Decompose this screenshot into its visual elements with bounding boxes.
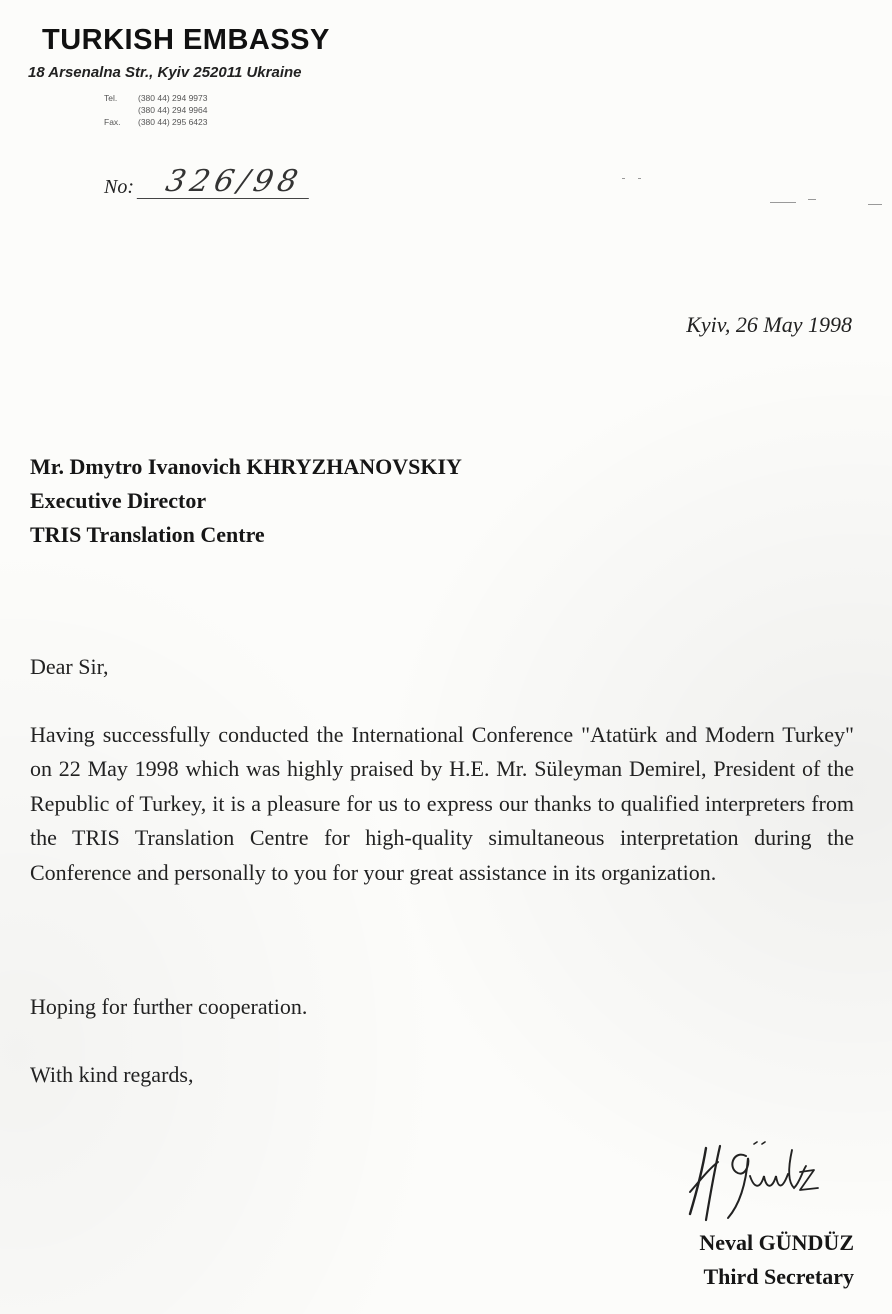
signer-block [699,1226,854,1294]
scan-speck [868,204,882,205]
scan-speck [638,178,641,179]
contact-label [104,104,130,116]
letterhead-contacts [104,92,207,128]
reference-label: No: [104,176,134,198]
closing-line: Hoping for further cooperation. [30,994,308,1019]
contact-value: (380 44) 295 6423 [138,117,208,127]
scan-speck [622,178,625,179]
letterhead-address: 18 Arsenalna Str., Kyiv 252011 Ukraine [28,64,302,81]
contact-value: (380 44) 294 9964 [138,105,208,115]
contact-label: Tel. [104,93,118,103]
letter-date: Kyiv, 26 May 1998 [686,312,852,337]
reference-number [104,164,312,199]
salutation: Dear Sir, [30,654,109,679]
recipient-block [30,450,462,552]
letterhead-name: TURKISH EMBASSY [42,24,330,56]
handwritten-signature [684,1132,824,1226]
contact-label: Fax. [104,117,121,127]
scan-speck [808,199,816,200]
contact-row [104,116,207,128]
closing-regards: With kind regards, [30,1062,194,1087]
signer-title: Third Secretary [703,1264,854,1289]
signer-name: Neval GÜNDÜZ [699,1230,854,1255]
letter-body: Having successfully conducted the International Conference "Atatürk and Modern Turkey" on 22 May 1998 which was highly praised by H.E. Mr. Süleyman Demirel, President of the Republic of Turkey, it is a pleasure for us to express our thanks to qualified interpreters from the TRIS Translation Centre for high-quality simultaneous interpretation during the Conference and personally to you for your great assistance in its organization. [30,722,854,885]
reference-value: 326/98 [137,168,315,199]
recipient-position: Executive Director [30,488,207,513]
contact-value: (380 44) 294 9973 [138,93,208,103]
contact-row [104,92,207,104]
recipient-name: Mr. Dmytro Ivanovich KHRYZHANOVSKIY [30,454,462,479]
contact-row [104,104,207,116]
scan-speck [770,202,796,203]
recipient-organization: TRIS Translation Centre [30,522,265,547]
